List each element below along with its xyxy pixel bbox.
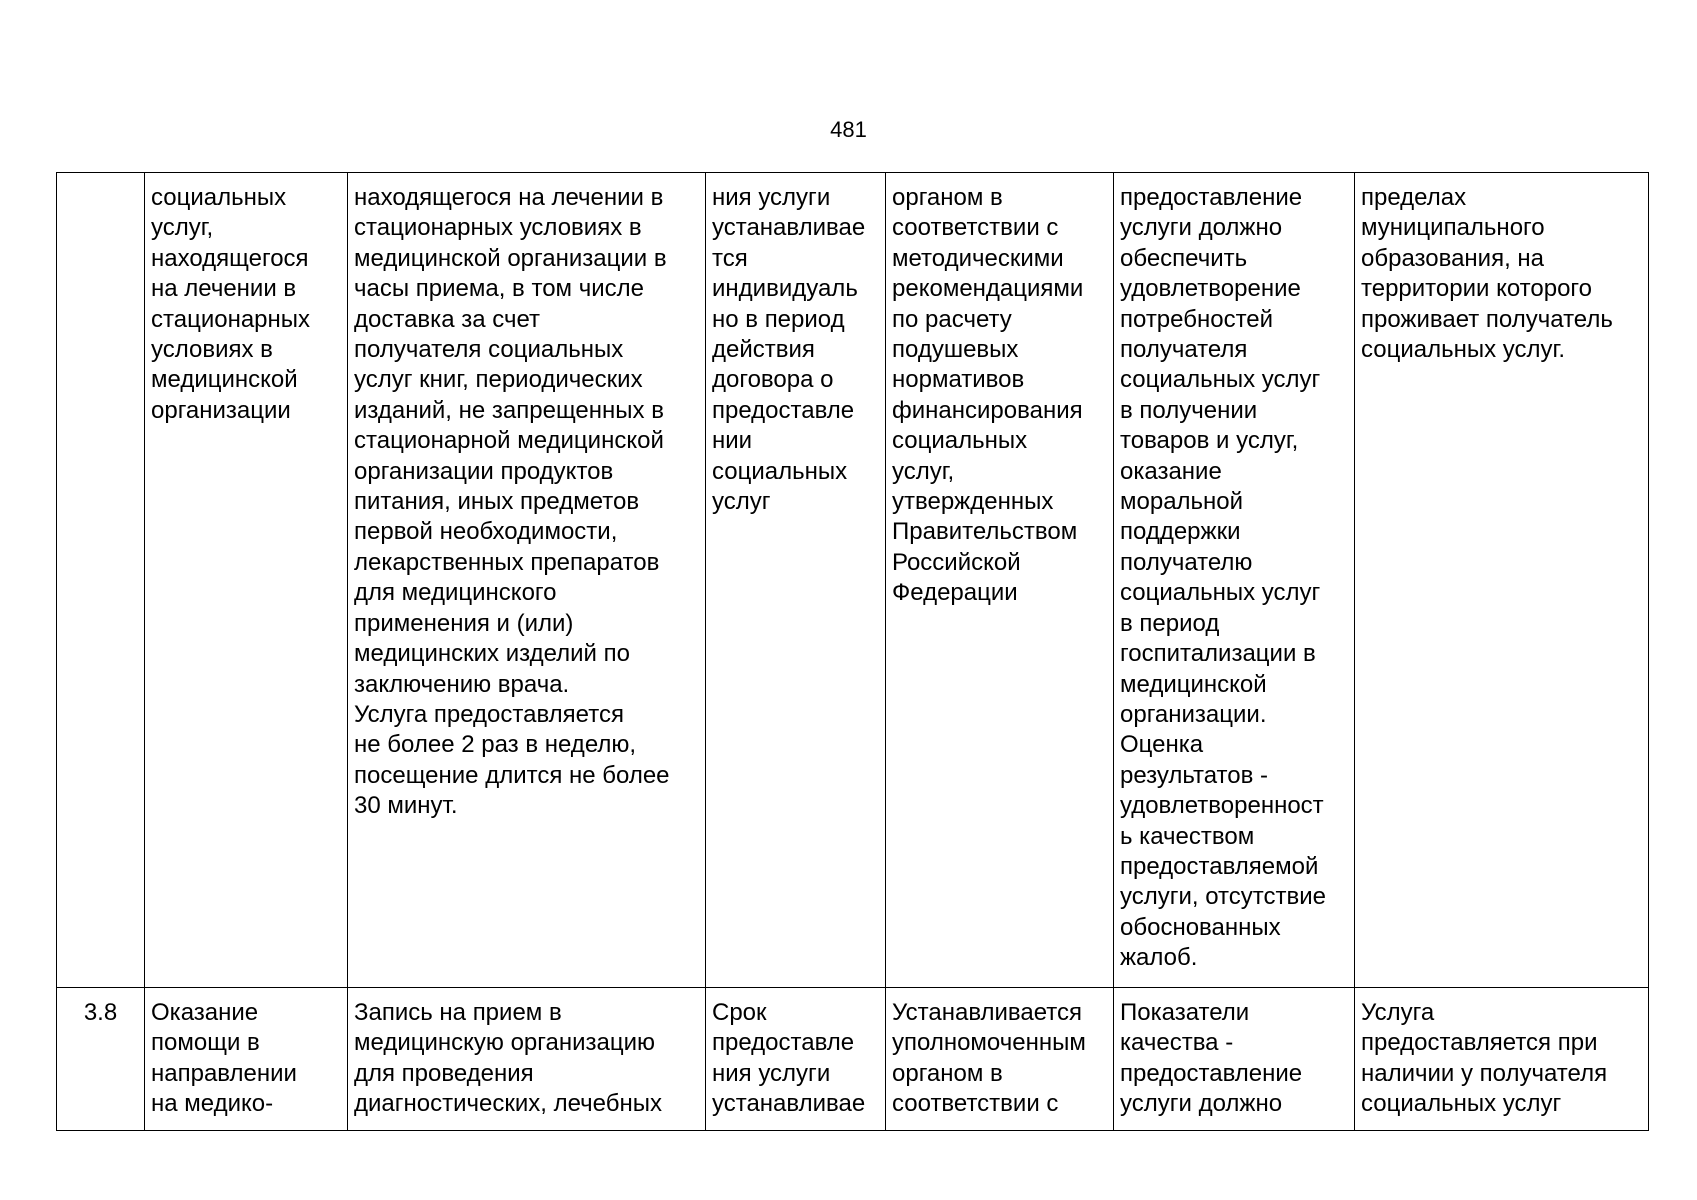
service-conditions-cell: пределах муниципального образования, на территории которого проживает получатель социальных услуг. (1355, 173, 1649, 988)
service-tariff-cell: органом в соответствии с методическими рекомендациями по расчету подушевых нормативов финансирования социальных услуг, утвержденных Правительством Российской Федерации (886, 173, 1114, 988)
services-table (56, 172, 1649, 1131)
service-quality-cell: Показатели качества - предоставление услуги должно (1114, 988, 1355, 1131)
page-number: 481 (830, 117, 867, 142)
service-term-cell: ния услуги устанавливае тся индивидуаль но в период действия договора о предоставле нии социальных услуг (706, 173, 886, 988)
service-quality-cell: предоставление услуги должно обеспечить удовлетворение потребностей получателя социальных услуг в получении товаров и услуг, оказание моральной поддержки получателю социальных услуг в период госпитализации в медицинской организации. Оценка результатов - удовлетворенност ь качеством предоставляемой услуги, отсутствие обоснованных жалоб. (1114, 173, 1355, 988)
service-name-cell: Оказание помощи в направлении на медико- (145, 988, 348, 1131)
service-tariff-cell: Устанавливается уполномоченным органом в соответствии с (886, 988, 1114, 1131)
service-conditions-cell: Услуга предоставляется при наличии у получателя социальных услуг (1355, 988, 1649, 1131)
service-description-cell: находящегося на лечении в стационарных условиях в медицинской организации в часы приема, в том числе доставка за счет получателя социальных услуг книг, периодических изданий, не запрещенных в стационарной медицинской организации продуктов питания, иных предметов первой необходимости, лекарственных препаратов для медицинского применения и (или) медицинских изделий по заключению врача. Услуга предоставляется не более 2 раз в неделю, посещение длится не более 30 минут. (348, 173, 706, 988)
service-name-cell: социальных услуг, находящегося на лечении в стационарных условиях в медицинской организации (145, 173, 348, 988)
row-number-cell: 3.8 (57, 988, 145, 1131)
service-term-cell: Срок предоставле ния услуги устанавливае (706, 988, 886, 1131)
row-number-cell (57, 173, 145, 988)
service-description-cell: Запись на прием в медицинскую организацию для проведения диагностических, лечебных (348, 988, 706, 1131)
table-row (57, 173, 1649, 988)
table-row (57, 988, 1649, 1131)
